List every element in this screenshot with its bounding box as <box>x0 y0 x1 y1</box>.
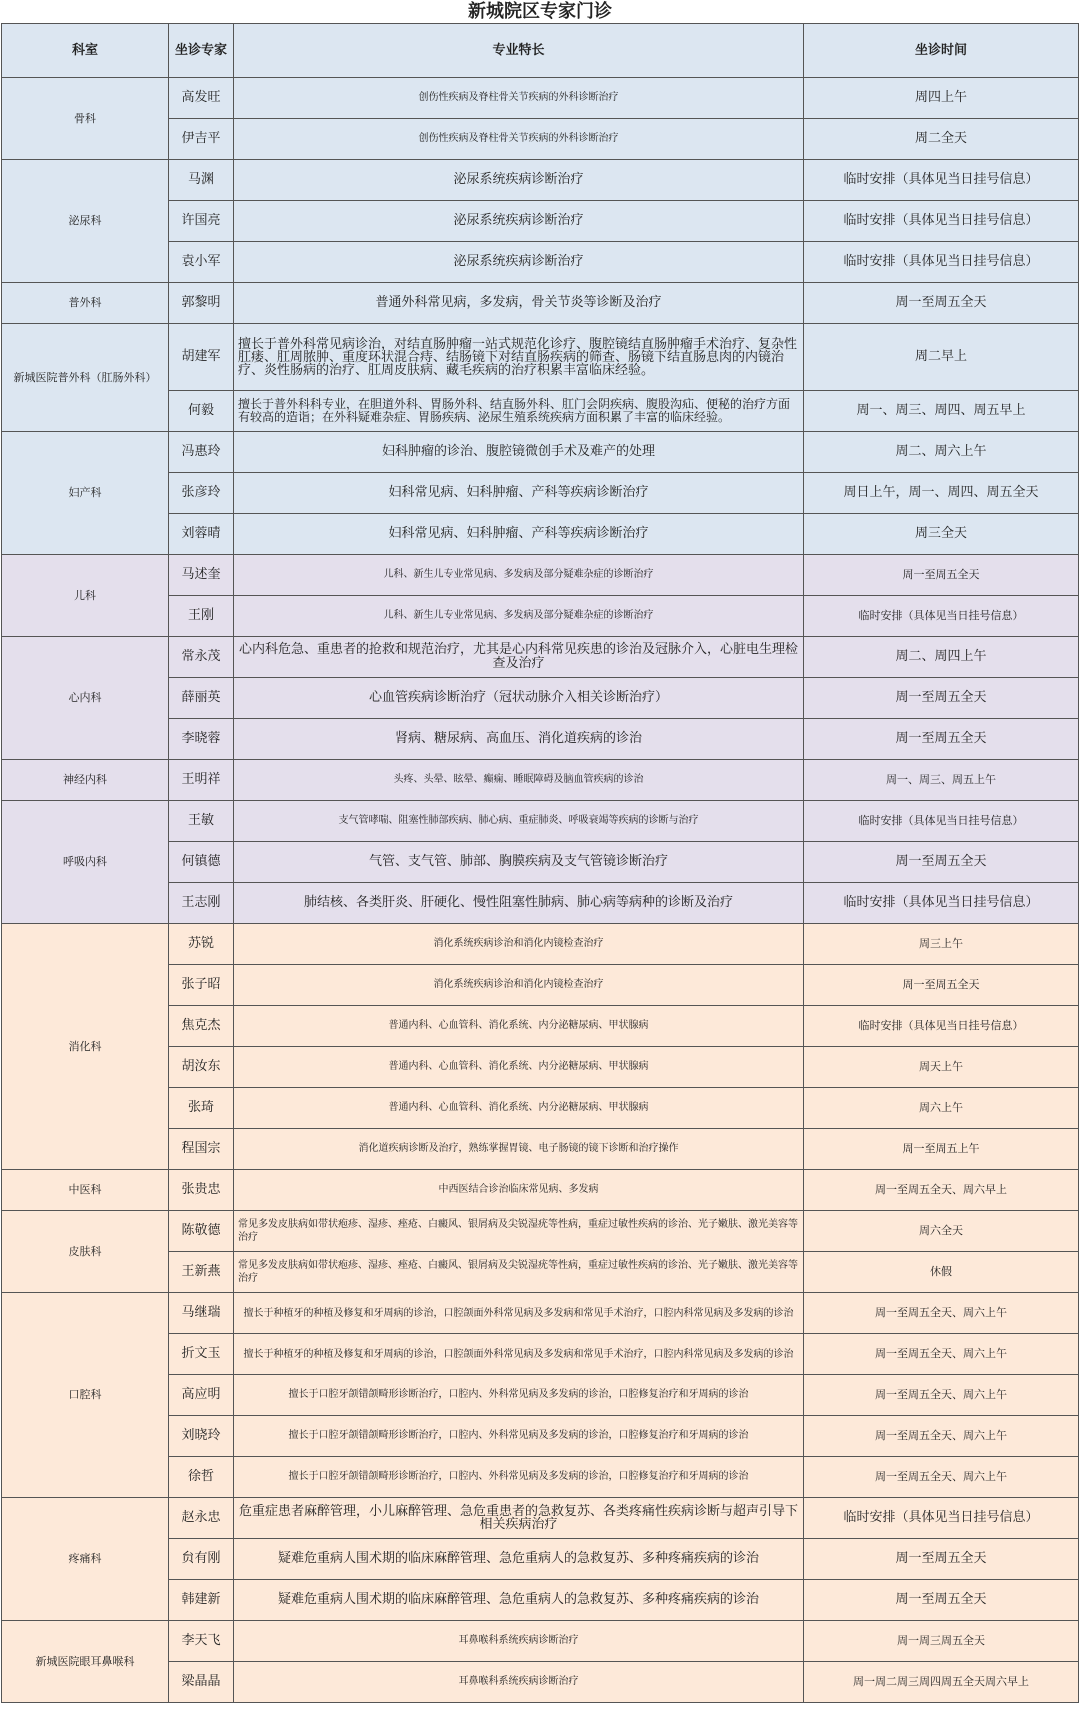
header-dept: 科室 <box>2 24 169 78</box>
table-row <box>2 555 1079 596</box>
table-row <box>2 1211 1079 1252</box>
specialty-cell: 支气管哮喘、阻塞性肺部疾病、肺心病、重症肺炎、呼吸衰竭等疾病的诊断与治疗 <box>234 801 804 842</box>
specialty-cell: 耳鼻喉科系统疾病诊断治疗 <box>234 1662 804 1703</box>
time-cell: 周日上午，周一、周四、周五全天 <box>804 473 1079 514</box>
specialty-cell: 泌尿系统疾病诊断治疗 <box>234 201 804 242</box>
specialty-cell: 疑难危重病人围术期的临床麻醉管理、急危重病人的急救复苏、多种疼痛疾病的诊治 <box>234 1539 804 1580</box>
table-row <box>2 1498 1079 1539</box>
table-row <box>2 324 1079 391</box>
specialty-cell: 消化道疾病诊断及治疗，熟练掌握胃镜、电子肠镜的镜下诊断和治疗操作 <box>234 1129 804 1170</box>
specialty-cell: 儿科、新生儿专业常见病、多发病及部分疑难杂症的诊断治疗 <box>234 596 804 637</box>
page-title: 新城院区专家门诊 <box>468 1 612 22</box>
table-row <box>2 801 1079 842</box>
dept-cell: 口腔科 <box>2 1293 169 1498</box>
doctor-cell: 袁小军 <box>169 242 234 283</box>
specialty-cell: 疑难危重病人围术期的临床麻醉管理、急危重病人的急救复苏、多种疼痛疾病的诊治 <box>234 1580 804 1621</box>
dept-cell: 心内科 <box>2 637 169 760</box>
time-cell: 临时安排（具体见当日挂号信息） <box>804 801 1079 842</box>
doctor-cell: 马述奎 <box>169 555 234 596</box>
specialty-cell: 擅长于种植牙的种植及修复和牙周病的诊治，口腔颌面外科常见病及多发病和常见手术治疗，口腔内科常见病及多发病的诊治 <box>234 1293 804 1334</box>
time-cell: 周一至周五全天 <box>804 842 1079 883</box>
specialty-cell: 消化系统疾病诊治和消化内镜检查治疗 <box>234 924 804 965</box>
time-cell: 周二、周六上午 <box>804 432 1079 473</box>
dept-cell: 呼吸内科 <box>2 801 169 924</box>
time-cell: 周一至周五全天、周六上午 <box>804 1334 1079 1375</box>
time-cell: 临时安排（具体见当日挂号信息） <box>804 1498 1079 1539</box>
table-row <box>2 283 1079 324</box>
doctor-cell: 梁晶晶 <box>169 1662 234 1703</box>
table-header-row <box>2 24 1079 78</box>
time-cell: 周一至周五全天 <box>804 283 1079 324</box>
time-cell: 周一至周五全天、周六上午 <box>804 1416 1079 1457</box>
time-cell: 周二全天 <box>804 119 1079 160</box>
time-cell: 周一至周五全天、周六上午 <box>804 1375 1079 1416</box>
specialty-cell: 消化系统疾病诊治和消化内镜检查治疗 <box>234 965 804 1006</box>
specialty-cell: 常见多发皮肤病如带状疱疹、湿疹、痤疮、白癜风、银屑病及尖锐湿疣等性病，重症过敏性疾病的诊治、光子嫩肤、激光美容等治疗 <box>234 1211 804 1252</box>
time-cell: 周一至周五全天、周六上午 <box>804 1293 1079 1334</box>
time-cell: 周一至周五全天 <box>804 678 1079 719</box>
specialty-cell: 擅长于口腔牙颌错颌畸形诊断治疗，口腔内、外科常见病及多发病的诊治，口腔修复治疗和牙周病的诊治 <box>234 1375 804 1416</box>
time-cell: 周六上午 <box>804 1088 1079 1129</box>
doctor-cell: 张琦 <box>169 1088 234 1129</box>
specialty-cell: 头疼、头晕、眩晕、癫痫、睡眠障碍及脑血管疾病的诊治 <box>234 760 804 801</box>
time-cell: 临时安排（具体见当日挂号信息） <box>804 201 1079 242</box>
doctor-cell: 冯惠玲 <box>169 432 234 473</box>
table-row <box>2 1170 1079 1211</box>
specialty-cell: 擅长于口腔牙颌错颌畸形诊断治疗，口腔内、外科常见病及多发病的诊治，口腔修复治疗和牙周病的诊治 <box>234 1416 804 1457</box>
specialty-cell: 妇科常见病、妇科肿瘤、产科等疾病诊断治疗 <box>234 514 804 555</box>
table-row <box>2 78 1079 119</box>
doctor-cell: 程国宗 <box>169 1129 234 1170</box>
doctor-cell: 王志刚 <box>169 883 234 924</box>
doctor-cell: 高应明 <box>169 1375 234 1416</box>
time-cell: 周一至周五全天、周六早上 <box>804 1170 1079 1211</box>
doctor-cell: 张彦玲 <box>169 473 234 514</box>
specialty-cell: 常见多发皮肤病如带状疱疹、湿疹、痤疮、白癜风、银屑病及尖锐湿疣等性病，重症过敏性疾病的诊治、光子嫩肤、激光美容等治疗 <box>234 1252 804 1293</box>
time-cell: 周四上午 <box>804 78 1079 119</box>
time-cell: 临时安排（具体见当日挂号信息） <box>804 242 1079 283</box>
time-cell: 周三全天 <box>804 514 1079 555</box>
specialty-cell: 泌尿系统疾病诊断治疗 <box>234 160 804 201</box>
specialty-cell: 擅长于种植牙的种植及修复和牙周病的诊治，口腔颌面外科常见病及多发病和常见手术治疗，口腔内科常见病及多发病的诊治 <box>234 1334 804 1375</box>
dept-cell: 儿科 <box>2 555 169 637</box>
expert-clinic-table <box>1 23 1079 1703</box>
time-cell: 周三上午 <box>804 924 1079 965</box>
doctor-cell: 许国亮 <box>169 201 234 242</box>
time-cell: 周一至周五上午 <box>804 1129 1079 1170</box>
doctor-cell: 高发旺 <box>169 78 234 119</box>
dept-cell: 新城医院普外科（肛肠外科） <box>2 324 169 432</box>
doctor-cell: 张贵忠 <box>169 1170 234 1211</box>
time-cell: 休假 <box>804 1252 1079 1293</box>
time-cell: 临时安排（具体见当日挂号信息） <box>804 596 1079 637</box>
specialty-cell: 普通内科、心血管科、消化系统、内分泌糖尿病、甲状腺病 <box>234 1006 804 1047</box>
time-cell: 周天上午 <box>804 1047 1079 1088</box>
time-cell: 临时安排（具体见当日挂号信息） <box>804 1006 1079 1047</box>
doctor-cell: 刘晓玲 <box>169 1416 234 1457</box>
doctor-cell: 马渊 <box>169 160 234 201</box>
time-cell: 周一至周五全天 <box>804 965 1079 1006</box>
doctor-cell: 徐哲 <box>169 1457 234 1498</box>
table-row <box>2 760 1079 801</box>
specialty-cell: 创伤性疾病及脊柱骨关节疾病的外科诊断治疗 <box>234 78 804 119</box>
doctor-cell: 刘蓉晴 <box>169 514 234 555</box>
doctor-cell: 何镇德 <box>169 842 234 883</box>
time-cell: 临时安排（具体见当日挂号信息） <box>804 160 1079 201</box>
specialty-cell: 擅长于普外科常见病诊治，对结直肠肿瘤一站式规范化诊疗、腹腔镜结直肠肿瘤手术治疗、复杂性肛瘘、肛周脓肿、重度环状混合痔、结肠镜下对结直肠疾病的筛查、肠镜下结直肠息肉的内镜治疗、炎性肠病的治疗、肛周皮肤病、藏毛疾病的治疗积累丰富临床经验。 <box>234 324 804 391</box>
dept-cell: 骨科 <box>2 78 169 160</box>
specialty-cell: 妇科常见病、妇科肿瘤、产科等疾病诊断治疗 <box>234 473 804 514</box>
specialty-cell: 普通内科、心血管科、消化系统、内分泌糖尿病、甲状腺病 <box>234 1047 804 1088</box>
doctor-cell: 薛丽英 <box>169 678 234 719</box>
table-row <box>2 160 1079 201</box>
specialty-cell: 普通外科常见病，多发病，骨关节炎等诊断及治疗 <box>234 283 804 324</box>
doctor-cell: 赵永忠 <box>169 1498 234 1539</box>
doctor-cell: 张子昭 <box>169 965 234 1006</box>
time-cell: 周一周三周五全天 <box>804 1621 1079 1662</box>
specialty-cell: 心血管疾病诊断治疗（冠状动脉介入相关诊断治疗） <box>234 678 804 719</box>
dept-cell: 皮肤科 <box>2 1211 169 1293</box>
specialty-cell: 耳鼻喉科系统疾病诊断治疗 <box>234 1621 804 1662</box>
time-cell: 周二早上 <box>804 324 1079 391</box>
doctor-cell: 贠有刚 <box>169 1539 234 1580</box>
time-cell: 周一至周五全天 <box>804 719 1079 760</box>
dept-cell: 妇产科 <box>2 432 169 555</box>
doctor-cell: 何毅 <box>169 391 234 432</box>
specialty-cell: 擅长于普外科科专业，在胆道外科、胃肠外科、结直肠外科、肛门会阴疾病、腹股沟疝、便秘的治疗方面有较高的造诣；在外科疑难杂症、胃肠疾病、泌尿生殖系统疾病方面积累了丰富的临床经验。 <box>234 391 804 432</box>
doctor-cell: 王新燕 <box>169 1252 234 1293</box>
dept-cell: 神经内科 <box>2 760 169 801</box>
time-cell: 周一至周五全天、周六上午 <box>804 1457 1079 1498</box>
specialty-cell: 儿科、新生儿专业常见病、多发病及部分疑难杂症的诊断治疗 <box>234 555 804 596</box>
specialty-cell: 中西医结合诊治临床常见病、多发病 <box>234 1170 804 1211</box>
header-doctor: 坐诊专家 <box>169 24 234 78</box>
dept-cell: 消化科 <box>2 924 169 1170</box>
doctor-cell: 折文玉 <box>169 1334 234 1375</box>
time-cell: 周一周二周三周四周五全天周六早上 <box>804 1662 1079 1703</box>
specialty-cell: 肺结核、各类肝炎、肝硬化、慢性阻塞性肺病、肺心病等病种的诊断及治疗 <box>234 883 804 924</box>
time-cell: 临时安排（具体见当日挂号信息） <box>804 883 1079 924</box>
doctor-cell: 胡建军 <box>169 324 234 391</box>
doctor-cell: 王敏 <box>169 801 234 842</box>
dept-cell: 疼痛科 <box>2 1498 169 1621</box>
doctor-cell: 王刚 <box>169 596 234 637</box>
table-row <box>2 432 1079 473</box>
dept-cell: 中医科 <box>2 1170 169 1211</box>
header-time: 坐诊时间 <box>804 24 1079 78</box>
specialty-cell: 普通内科、心血管科、消化系统、内分泌糖尿病、甲状腺病 <box>234 1088 804 1129</box>
table-row <box>2 637 1079 678</box>
doctor-cell: 常永茂 <box>169 637 234 678</box>
specialty-cell: 创伤性疾病及脊柱骨关节疾病的外科诊断治疗 <box>234 119 804 160</box>
time-cell: 周一至周五全天 <box>804 555 1079 596</box>
time-cell: 周一、周三、周五上午 <box>804 760 1079 801</box>
doctor-cell: 郭黎明 <box>169 283 234 324</box>
doctor-cell: 陈敬德 <box>169 1211 234 1252</box>
doctor-cell: 李晓蓉 <box>169 719 234 760</box>
dept-cell: 新城医院眼耳鼻喉科 <box>2 1621 169 1703</box>
table-row <box>2 1621 1079 1662</box>
specialty-cell: 危重症患者麻醉管理，小儿麻醉管理、急危重患者的急救复苏、各类疼痛性疾病诊断与超声引导下相关疾病治疗 <box>234 1498 804 1539</box>
doctor-cell: 苏锐 <box>169 924 234 965</box>
time-cell: 周一至周五全天 <box>804 1539 1079 1580</box>
specialty-cell: 肾病、糖尿病、高血压、消化道疾病的诊治 <box>234 719 804 760</box>
specialty-cell: 泌尿系统疾病诊断治疗 <box>234 242 804 283</box>
doctor-cell: 焦克杰 <box>169 1006 234 1047</box>
dept-cell: 泌尿科 <box>2 160 169 283</box>
doctor-cell: 李天飞 <box>169 1621 234 1662</box>
time-cell: 周一至周五全天 <box>804 1580 1079 1621</box>
specialty-cell: 擅长于口腔牙颌错颌畸形诊断治疗，口腔内、外科常见病及多发病的诊治，口腔修复治疗和牙周病的诊治 <box>234 1457 804 1498</box>
doctor-cell: 伊吉平 <box>169 119 234 160</box>
header-specialty: 专业特长 <box>234 24 804 78</box>
specialty-cell: 气管、支气管、肺部、胸膜疾病及支气管镜诊断治疗 <box>234 842 804 883</box>
time-cell: 周二、周四上午 <box>804 637 1079 678</box>
time-cell: 周六全天 <box>804 1211 1079 1252</box>
doctor-cell: 胡汝东 <box>169 1047 234 1088</box>
specialty-cell: 心内科危急、重患者的抢救和规范治疗，尤其是心内科常见疾患的诊治及冠脉介入，心脏电生理检查及治疗 <box>234 637 804 678</box>
doctor-cell: 王明祥 <box>169 760 234 801</box>
specialty-cell: 妇科肿瘤的诊治、腹腔镜微创手术及难产的处理 <box>234 432 804 473</box>
dept-cell: 普外科 <box>2 283 169 324</box>
time-cell: 周一、周三、周四、周五早上 <box>804 391 1079 432</box>
doctor-cell: 马继瑞 <box>169 1293 234 1334</box>
table-row <box>2 1293 1079 1334</box>
table-row <box>2 924 1079 965</box>
doctor-cell: 韩建新 <box>169 1580 234 1621</box>
